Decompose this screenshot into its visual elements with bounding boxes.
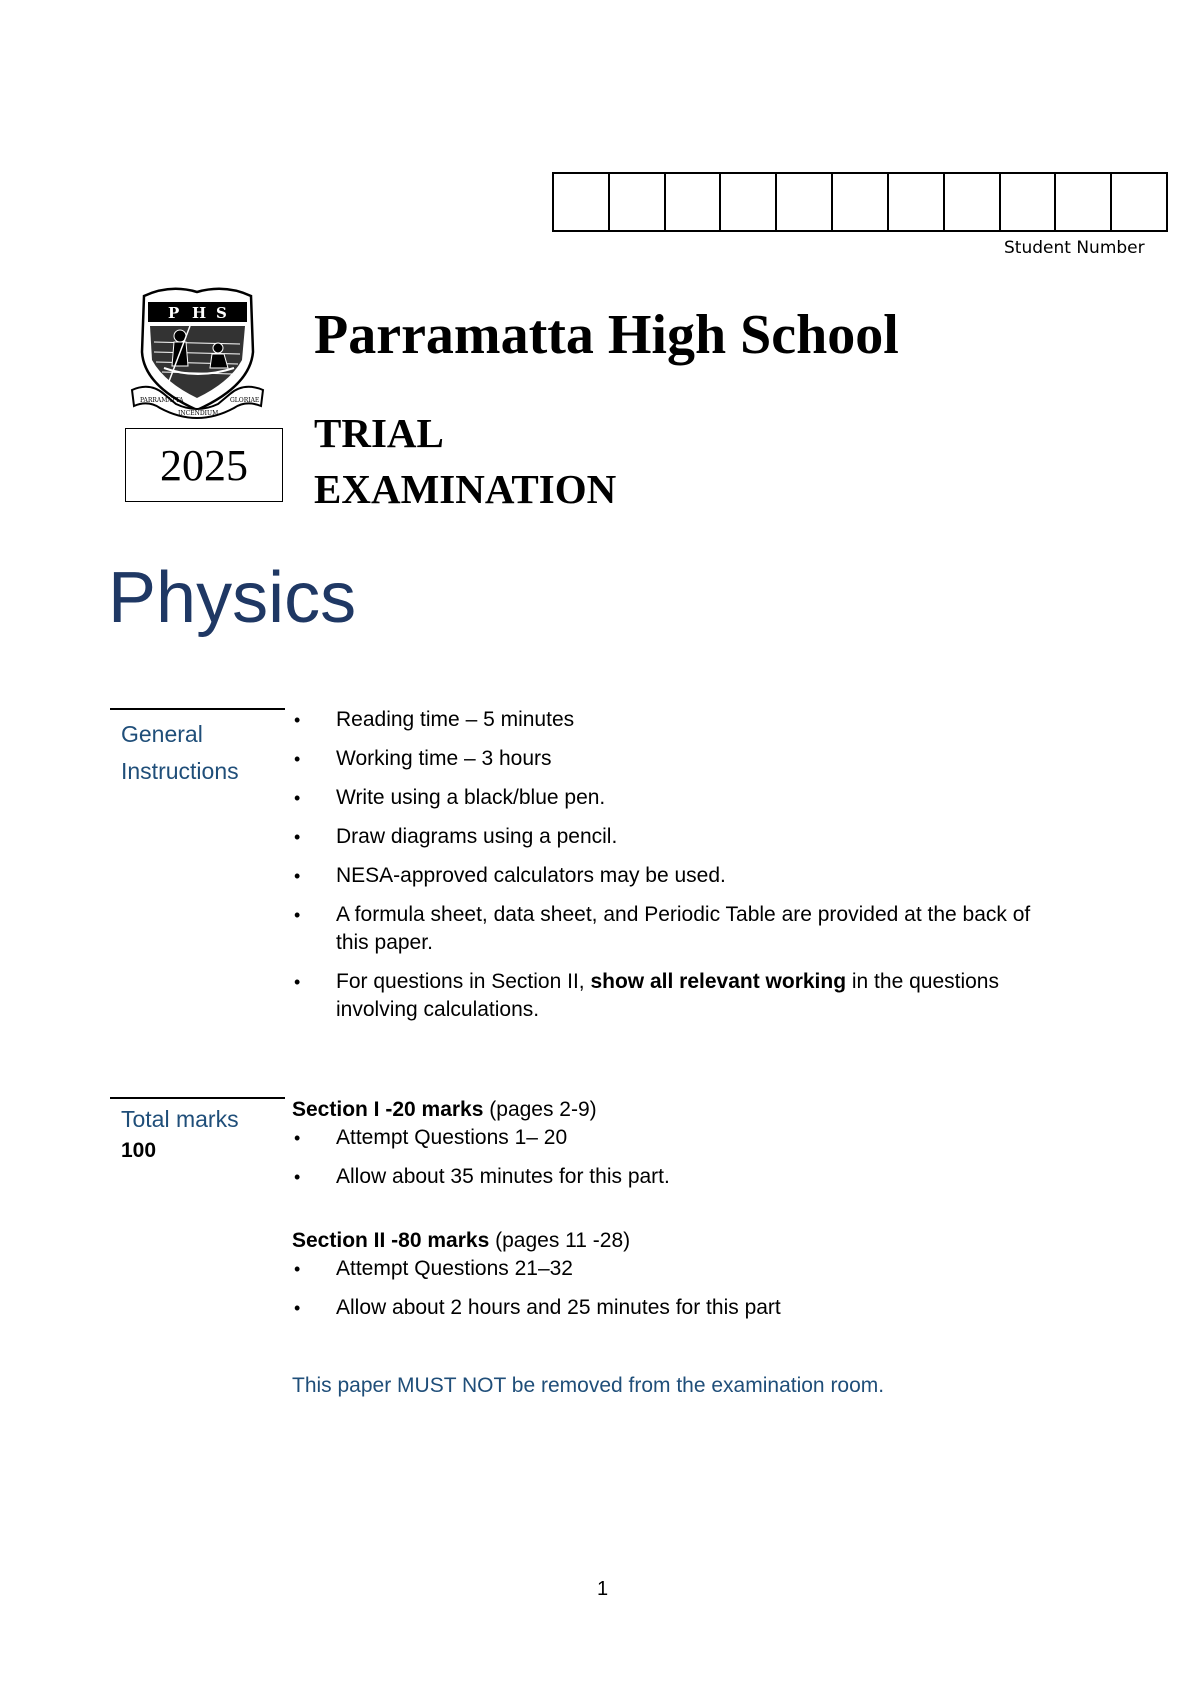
crest-motto-2: INCENDIUM <box>178 410 219 417</box>
instruction-text: Write using a black/blue pen. <box>336 786 606 809</box>
marks-divider <box>110 1097 285 1099</box>
student-number-box[interactable] <box>945 174 1001 230</box>
page-number: 1 <box>597 1578 609 1600</box>
instruction-emphasis: show all relevant working <box>590 970 847 993</box>
section-2-pages: (pages 11 -28) <box>495 1229 631 1252</box>
instruction-text: in the questions involving calculations. <box>336 970 999 1021</box>
list-item <box>292 745 1032 773</box>
exam-type-line1: TRIAL <box>314 410 444 456</box>
student-number-box[interactable] <box>777 174 833 230</box>
list-item <box>292 1294 1032 1322</box>
instructions-list <box>292 706 1032 1035</box>
crest-letter-h: H <box>192 304 207 322</box>
instruction-text: A formula sheet, data sheet, and Periodic Table are provided at the back of this paper. <box>336 903 1031 954</box>
bullet-icon: • <box>294 905 301 925</box>
list-item <box>292 1124 1032 1152</box>
instruction-text: NESA-approved calculators may be used. <box>336 864 726 887</box>
student-number-label: Student Number <box>1004 238 1145 258</box>
section-1 <box>292 1096 1032 1202</box>
instruction-text: Draw diagrams using a pencil. <box>336 825 618 848</box>
bullet-icon: • <box>294 972 301 992</box>
section-item-text: Attempt Questions 21–32 <box>336 1257 573 1280</box>
list-item <box>292 784 1032 812</box>
instructions-divider <box>110 708 285 710</box>
section-2 <box>292 1227 1032 1333</box>
crest-letter-p: P <box>168 304 180 322</box>
student-number-grid[interactable] <box>552 172 1168 232</box>
list-item <box>292 968 1032 1024</box>
instruction-text: Working time – 3 hours <box>336 747 552 770</box>
school-crest-logo <box>130 282 265 427</box>
section-1-title: Section I -20 marks <box>292 1098 484 1121</box>
total-marks-value: 100 <box>121 1139 157 1162</box>
list-item <box>292 706 1032 734</box>
bullet-icon: • <box>294 866 301 886</box>
section-item-text: Allow about 35 minutes for this part. <box>336 1165 670 1188</box>
list-item <box>292 901 1032 957</box>
student-number-box[interactable] <box>610 174 666 230</box>
bullet-icon: • <box>294 1167 301 1187</box>
instruction-text: Reading time – 5 minutes <box>336 708 575 731</box>
general-instructions-label <box>121 716 239 790</box>
crest-letter-s: S <box>216 304 227 322</box>
bullet-icon: • <box>294 710 301 730</box>
list-item <box>292 862 1032 890</box>
student-number-box[interactable] <box>833 174 889 230</box>
list-item <box>292 1255 1032 1283</box>
student-number-box[interactable] <box>554 174 610 230</box>
crest-motto-3: GLORIAE <box>230 397 260 404</box>
section-1-list <box>292 1124 1032 1191</box>
bullet-icon: • <box>294 827 301 847</box>
subject-title: Physics <box>108 558 357 638</box>
total-marks-block <box>121 1103 239 1167</box>
student-number-box[interactable] <box>666 174 722 230</box>
section-1-heading <box>292 1096 1032 1124</box>
exam-year: 2025 <box>125 428 283 502</box>
bullet-icon: • <box>294 1259 301 1279</box>
section-2-heading <box>292 1227 1032 1255</box>
section-2-title: Section II -80 marks <box>292 1229 490 1252</box>
student-number-box[interactable] <box>1001 174 1057 230</box>
general-label-line1: General <box>121 721 203 747</box>
general-label-line2: Instructions <box>121 758 239 784</box>
bullet-icon: • <box>294 1298 301 1318</box>
exam-type-line2: EXAMINATION <box>314 466 617 512</box>
bullet-icon: • <box>294 1128 301 1148</box>
school-name: Parramatta High School <box>314 304 899 366</box>
student-number-box[interactable] <box>1112 174 1166 230</box>
bullet-icon: • <box>294 749 301 769</box>
section-2-list <box>292 1255 1032 1322</box>
bullet-icon: • <box>294 788 301 808</box>
total-marks-label: Total marks <box>121 1106 239 1132</box>
student-number-box[interactable] <box>721 174 777 230</box>
section-item-text: Attempt Questions 1– 20 <box>336 1126 568 1149</box>
student-number-box[interactable] <box>1056 174 1112 230</box>
list-item <box>292 1163 1032 1191</box>
exam-type <box>314 405 616 517</box>
student-number-box[interactable] <box>889 174 945 230</box>
list-item <box>292 823 1032 851</box>
instruction-text: For questions in Section II, <box>336 970 591 993</box>
section-1-pages: (pages 2-9) <box>489 1098 597 1121</box>
exam-room-notice: This paper MUST NOT be removed from the examination room. <box>292 1374 885 1397</box>
crest-motto-1: PARRAMATTA <box>140 397 184 404</box>
section-item-text: Allow about 2 hours and 25 minutes for this part <box>336 1296 781 1319</box>
